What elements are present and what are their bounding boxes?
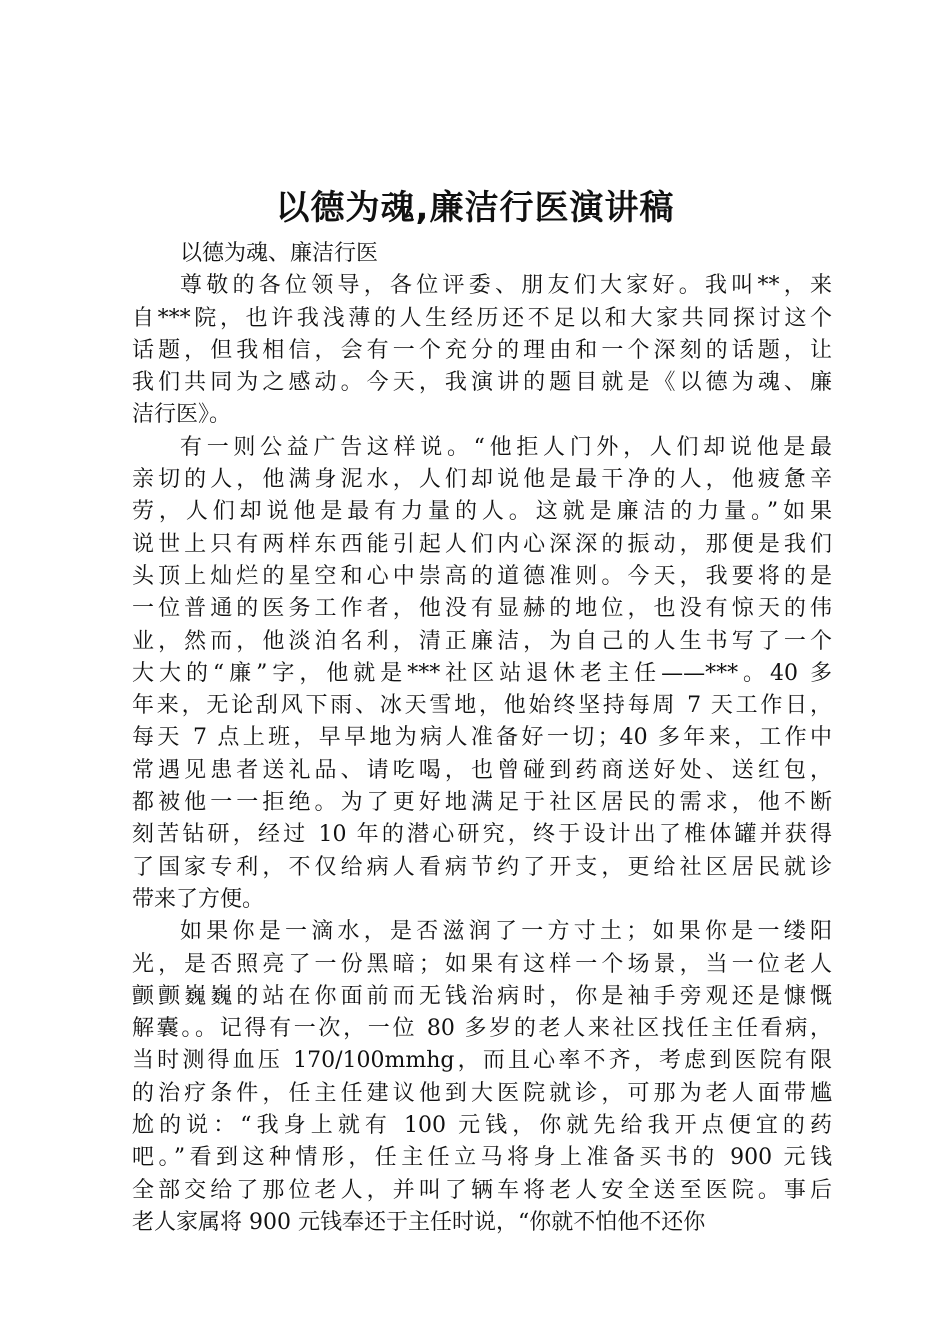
paragraph-line: 亲切的人，他满身泥水，人们却说他是最干净的人，他疲惫辛	[132, 467, 832, 493]
document-title: 以德为魂,廉洁行医演讲稿	[275, 188, 675, 228]
paragraph	[132, 432, 832, 916]
document-body	[132, 238, 832, 1239]
paragraph-line: 光，是否照亮了一份黑暗；如果有这样一个场景，当一位老人	[132, 951, 832, 977]
paragraph-line: 尊敬的各位领导，各位评委、朋友们大家好。我叫**，来	[180, 273, 832, 299]
paragraph-line: 带来了方便。	[132, 886, 265, 912]
paragraph-line: 头顶上灿烂的星空和心中崇高的道德准则。今天，我要将的是	[132, 563, 832, 589]
paragraph-line: 我们共同为之感动。今天，我演讲的题目就是《以德为魂、廉	[132, 370, 832, 396]
paragraph-line: 洁行医》。	[132, 402, 232, 428]
paragraph-line: 了国家专利，不仅给病人看病节约了开支，更给社区居民就诊	[132, 854, 832, 880]
paragraph-line: 尬的说：“我身上就有 100 元钱，你就先给我开点便宜的药	[132, 1113, 832, 1139]
paragraph-line: 全部交给了那位老人，并叫了辆车将老人安全送至医院。事后	[132, 1177, 832, 1203]
paragraph-line: 业，然而，他淡泊名利，清正廉洁，为自己的人生书写了一个	[132, 628, 832, 654]
paragraph-line: 一位普通的医务工作者，他没有显赫的地位，也没有惊天的伟	[132, 596, 832, 622]
paragraph-line: 自***院，也许我浅薄的人生经历还不足以和大家共同探讨这个	[132, 305, 832, 331]
paragraph-line: 解囊。。记得有一次，一位 80 多岁的老人来社区找任主任看病，	[132, 1016, 832, 1042]
paragraph	[132, 270, 832, 431]
paragraph-line: 劳，人们却说他是最有力量的人。这就是廉洁的力量。”如果	[132, 499, 832, 525]
paragraph-line: 颤颤巍巍的站在你面前而无钱治病时，你是袖手旁观还是慷慨	[132, 983, 832, 1009]
paragraph-line: 每天 7 点上班，早早地为病人准备好一切；40 多年来，工作中	[132, 725, 832, 751]
paragraph-line: 年来，无论刮风下雨、冰天雪地，他始终坚持每周 7 天工作日，	[132, 693, 832, 719]
paragraph-line: 吧。”看到这种情形，任主任立马将身上准备买书的 900 元钱	[132, 1145, 832, 1171]
paragraph-line: 大大的“廉”字，他就是***社区站退休老主任——***。40 多	[132, 660, 832, 686]
paragraph-line: 说世上只有两样东西能引起人们内心深深的振动，那便是我们	[132, 531, 832, 557]
paragraph-line: 都被他一一拒绝。为了更好地满足于社区居民的需求，他不断	[132, 790, 832, 816]
paragraph-line: 刻苦钻研，经过 10 年的潜心研究，终于设计出了椎体罐并获得	[132, 822, 832, 848]
paragraph-line: 的治疗条件，任主任建议他到大医院就诊，可那为老人面带尴	[132, 1080, 832, 1106]
paragraph-line: 以德为魂、廉洁行医	[180, 241, 379, 266]
paragraph-line: 话题，但我相信，会有一个充分的理由和一个深刻的话题，让	[132, 337, 832, 363]
paragraph-line: 如果你是一滴水，是否滋润了一方寸土；如果你是一缕阳	[180, 919, 832, 945]
paragraph-line: 老人家属将 900 元钱奉还于主任时说，“你就不怕他不还你	[132, 1209, 706, 1235]
paragraph	[132, 238, 832, 270]
paragraph-line: 常遇见患者送礼品、请吃喝，也曾碰到药商送好处、送红包，	[132, 757, 832, 783]
paragraph	[132, 916, 832, 1239]
paragraph-line: 有一则公益广告这样说。“他拒人门外，人们却说他是最	[180, 434, 832, 460]
paragraph-line: 当时测得血压 170/100mmhg，而且心率不齐，考虑到医院有限	[132, 1048, 832, 1074]
